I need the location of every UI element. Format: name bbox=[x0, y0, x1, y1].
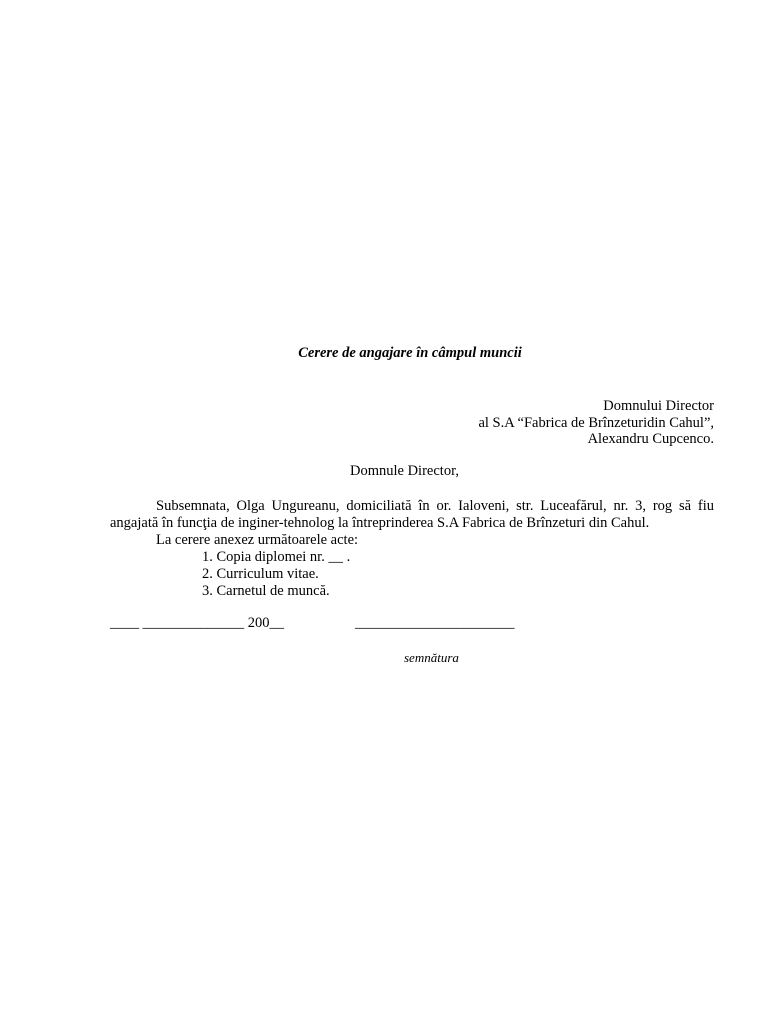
salutation: Domnule Director, bbox=[350, 463, 459, 479]
attachment-item: 2. Curriculum vitae. bbox=[202, 566, 319, 582]
attachment-item: 1. Copia diplomei nr. __ . bbox=[202, 549, 351, 565]
addressee-line-3: Alexandru Cupcenco. bbox=[587, 431, 714, 447]
attachments-list bbox=[202, 549, 350, 600]
addressee-line-1: Domnului Director bbox=[603, 398, 714, 414]
date-line: ____ ______________ 200__ bbox=[110, 615, 284, 631]
document-title: Cerere de angajare în câmpul muncii bbox=[298, 345, 522, 361]
addressee-line-2: al S.A “Fabrica de Brînzeturidin Cahul”, bbox=[478, 414, 714, 431]
signature-line: ______________________ bbox=[355, 615, 515, 631]
attachments-intro: La cerere anexez următoarele acte: bbox=[156, 532, 359, 548]
body-paragraph bbox=[110, 498, 714, 532]
body-text: Subsemnata, Olga Ungureanu, domiciliată în or. Ialoveni, str. Luceafărul, nr. 3, rog să fiu angajată în funcţia de inginer-tehnolog la întreprinderea S.A Fabrica de Brînzeturi din Cahul. bbox=[110, 498, 714, 531]
attachment-item: 3. Carnetul de muncă. bbox=[202, 583, 330, 599]
addressee-block bbox=[478, 398, 714, 448]
signature-label: semnătura bbox=[404, 650, 459, 665]
